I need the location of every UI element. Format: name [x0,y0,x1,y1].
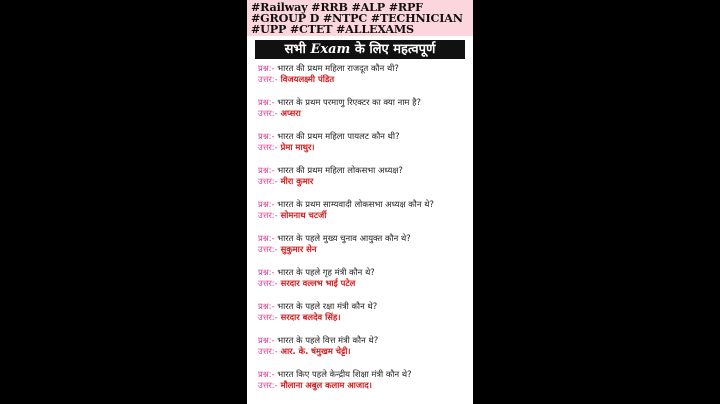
answer-label: उत्तर:- [258,278,278,288]
question-row [258,369,473,380]
answer-row [258,278,473,289]
question-label: प्रश्न:- [258,233,275,243]
question-label: प्रश्न:- [258,97,275,107]
qa-item [258,301,473,335]
qa-item [258,369,473,403]
qa-item [258,233,473,267]
answer-row [258,244,473,255]
video-frame [247,0,473,404]
answer-label: उत्तर:- [258,210,278,220]
answer-label: उत्तर:- [258,74,278,84]
hashtag-line: #Railway #RRB #ALP #RPF [251,0,423,14]
question-label: प्रश्न:- [258,301,275,311]
question-row [258,335,473,346]
qa-item [258,267,473,301]
answer-text: सुकुमार सेन [277,244,317,254]
question-label: प्रश्न:- [258,267,275,277]
question-row [258,63,473,74]
answer-text: सरदार बलदेव सिंह। [277,312,341,322]
question-label: प्रश्न:- [258,131,275,141]
answer-row [258,142,473,153]
answer-row [258,380,473,391]
answer-label: उत्तर:- [258,244,278,254]
answer-label: उत्तर:- [258,380,278,390]
question-row [258,97,473,108]
answer-label: उत्तर:- [258,142,278,152]
question-text: भारत किए पहले केन्द्रीय शिक्षा मंत्री कौन थे? [274,369,412,379]
answer-label: उत्तर:- [258,108,278,118]
question-label: प्रश्न:- [258,335,275,345]
answer-row [258,108,473,119]
qa-list [258,63,473,403]
question-row [258,267,473,278]
hashtag-line: #UPP #CTET #ALLEXAMS [251,22,414,36]
answer-row [258,346,473,357]
question-label: प्रश्न:- [258,199,275,209]
question-row [258,199,473,210]
qa-item [258,199,473,233]
answer-text: मौलाना अबुल कलाम आजाद। [277,380,372,390]
answer-row [258,74,473,85]
question-text: भारत की प्रथम महिला राजदूत कौन थी? [274,63,399,73]
answer-row [258,312,473,323]
subtitle-highlight: Exam [310,42,351,57]
answer-label: उत्तर:- [258,176,278,186]
question-text: भारत के पहले वित्त मंत्री कौन थे? [274,335,379,345]
question-row [258,131,473,142]
answer-text: मीरा कुमार [277,176,314,186]
answer-row [258,176,473,187]
hashtag-line: #GROUP D #NTPC #TECHNICIAN [251,11,463,25]
qa-item [258,97,473,131]
question-text: भारत की प्रथम महिला पायलट कौन थी? [274,131,400,141]
answer-text: सरदार वल्लभ भाई पटेल [277,278,356,288]
question-row [258,233,473,244]
answer-text: अप्सरा [277,108,301,118]
qa-item [258,335,473,369]
question-text: भारत के प्रथम परमाणु रिएक्टर का क्या नाम है? [274,97,421,107]
qa-item [258,131,473,165]
question-label: प्रश्न:- [258,165,275,175]
qa-item [258,63,473,97]
question-text: भारत के पहले मुख्य चुनाव आयुक्त कौन थे? [274,233,411,243]
subtitle-text: के लिए महत्वपूर्ण [350,42,436,57]
answer-label: उत्तर:- [258,346,278,356]
question-label: प्रश्न:- [258,63,275,73]
subtitle-bar [255,40,465,59]
answer-text: विजयलक्ष्मी पंडित [277,74,335,84]
answer-text: प्रेमा माथुर। [277,142,315,152]
question-row [258,301,473,312]
question-text: भारत के प्रथम साम्यवादी लोकसभा अध्यक्ष कौन थे? [274,199,434,209]
answer-text: सोमनाथ चटर्जी [277,210,327,220]
answer-text: आर. के. षंमुखम चेट्टी। [277,346,351,356]
question-row [258,165,473,176]
question-label: प्रश्न:- [258,369,275,379]
subtitle-text: सभी [284,42,311,57]
question-text: भारत की प्रथम महिला लोकसभा अध्यक्ष? [274,165,403,175]
hashtag-banner [247,0,473,36]
qa-item [258,165,473,199]
question-text: भारत के पहले गृह मंत्री कौन थे? [274,267,375,277]
answer-row [258,210,473,221]
answer-label: उत्तर:- [258,312,278,322]
question-text: भारत के पहले रक्षा मंत्री कौन थे? [274,301,378,311]
